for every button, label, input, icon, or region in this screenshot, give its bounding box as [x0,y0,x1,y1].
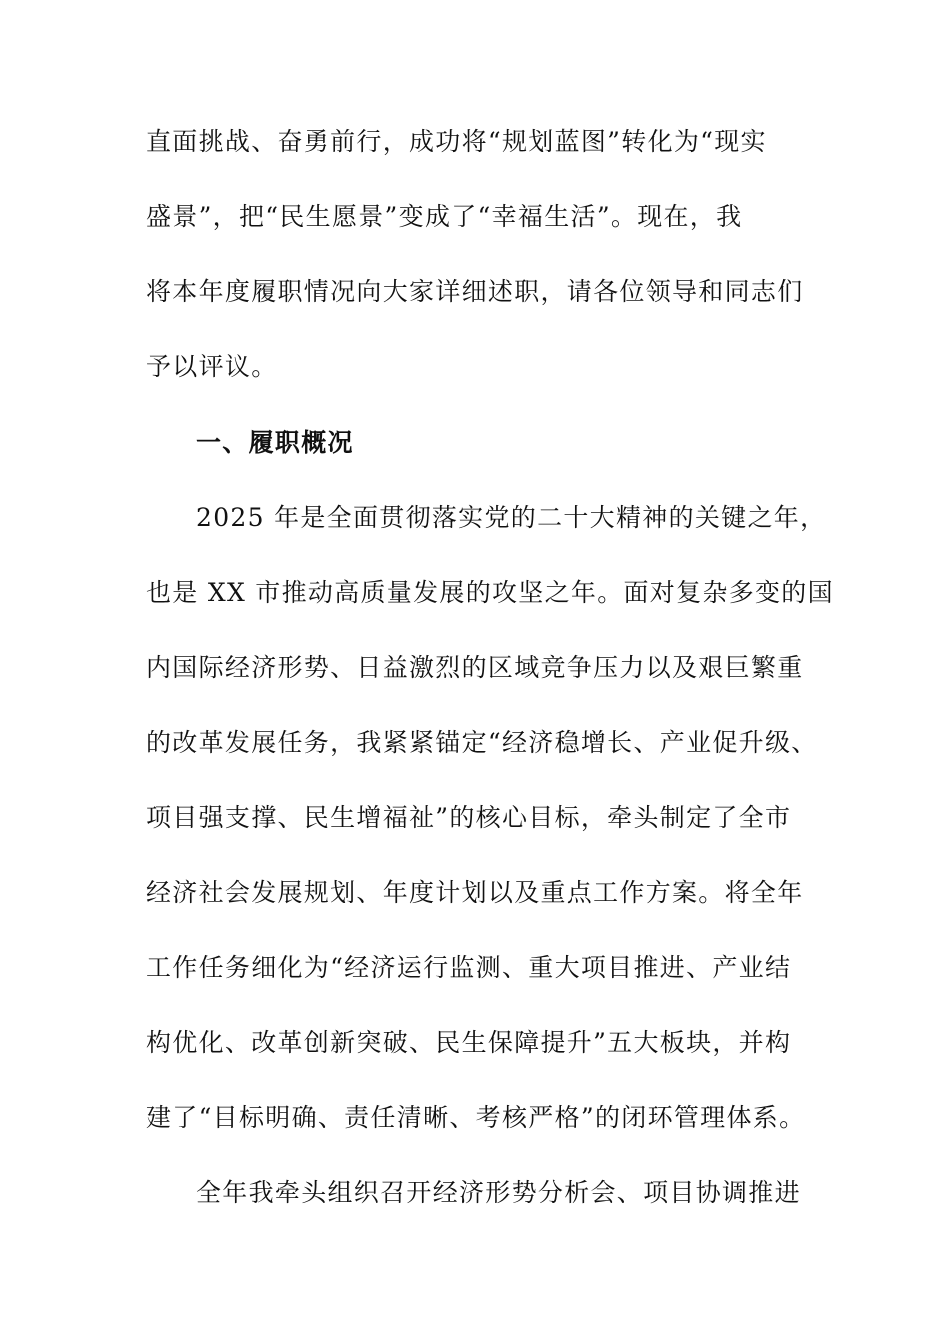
paragraph-meetings-line-1: 全年我牵头组织召开经济形势分析会、项目协调推进 [196,1178,801,1207]
paragraph-continued-line-2: 盛景”，把“民生愿景”变成了“幸福生活”。现在，我 [146,202,743,231]
paragraph-overview-line-5: 项目强支撑、民生增福祉”的核心目标，牵头制定了全市 [146,803,792,832]
paragraph-continued-line-4: 予以评议。 [146,352,278,381]
paragraph-continued-line-3: 将本年度履职情况向大家详细述职，请各位领导和同志们 [146,277,804,306]
paragraph-overview-line-8: 构优化、改革创新突破、民生保障提升”五大板块，并构 [146,1028,792,1057]
paragraph-continued-line-1: 直面挑战、奋勇前行，成功将“规划蓝图”转化为“现实 [146,127,767,156]
paragraph-overview-line-3: 内国际经济形势、日益激烈的区域竞争压力以及艰巨繁重 [146,653,804,682]
paragraph-overview-line-9: 建了“目标明确、责任清晰、考核严格”的闭环管理体系。 [146,1103,806,1132]
section-heading: 一、履职概况 [196,428,354,457]
paragraph-overview-line-7: 工作任务细化为“经济运行监测、重大项目推进、产业结 [146,953,792,982]
paragraph-overview-line-1: 2025 年是全面贯彻落实党的二十大精神的关键之年， [196,503,827,532]
paragraph-overview-line-4: 的改革发展任务，我紧紧锚定“经济稳增长、产业促升级、 [146,728,818,757]
paragraph-overview-line-6: 经济社会发展规划、年度计划以及重点工作方案。将全年 [146,878,804,907]
paragraph-overview-line-2: 也是 XX 市推动高质量发展的攻坚之年。面对复杂多变的国 [146,578,834,607]
